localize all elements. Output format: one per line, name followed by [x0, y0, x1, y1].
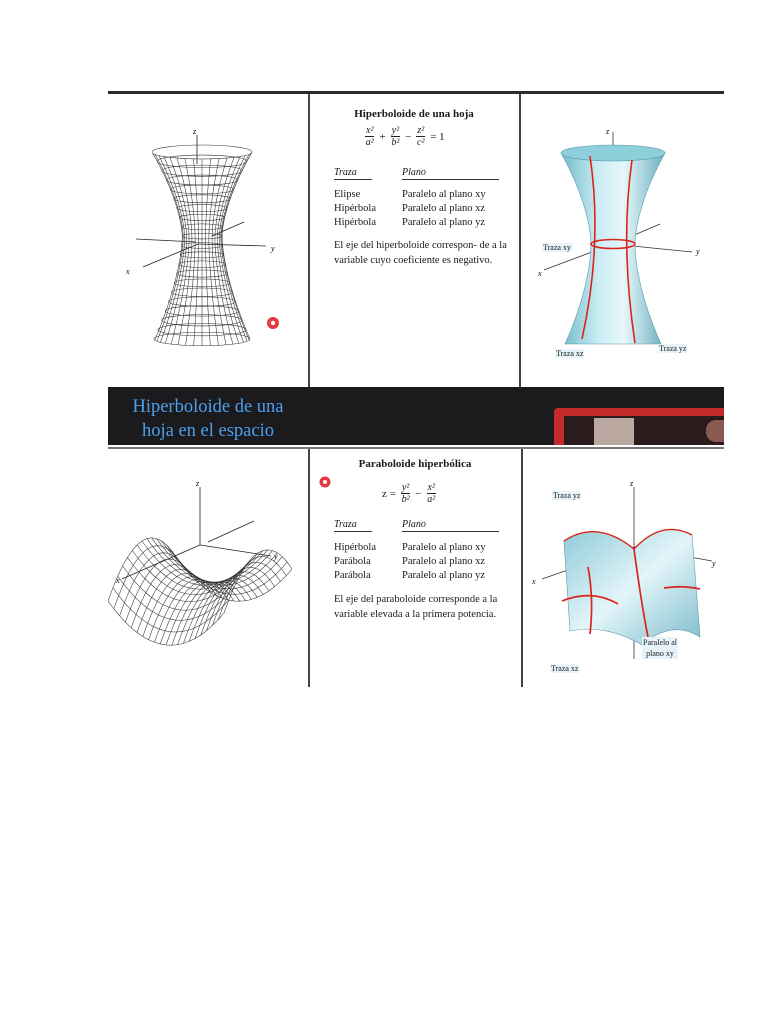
paraboloid-trace-table: Traza Plano Hipérbola Paralelo al plano xy Parábola Paralelo al plano xz Parábola Paralelo al plano yz: [334, 519, 499, 583]
video-title-banner: [108, 387, 724, 445]
paraboloid-shaded-figure: [522, 449, 724, 687]
table-row: Hipérbola Paralelo al plano xz: [334, 203, 486, 214]
hyperboloid-row: [108, 91, 724, 390]
paraboloid-row: [108, 447, 724, 687]
trace-xz-label: Traza xz: [556, 349, 584, 358]
axis-y-label: y: [696, 247, 700, 256]
video-thumbnail-frame: [554, 408, 724, 445]
axis-z-label: z: [630, 479, 634, 488]
table-row: Parábola Paralelo al plano yz: [334, 570, 486, 581]
hyperboloid-trace-table: Traza Plano Elipse Paralelo al plano xy Hipérbola Paralelo al plano xz Hipérbola Paralelo al plano yz: [334, 167, 499, 230]
plane-xy-label: Paralelo al plano xy: [643, 638, 677, 658]
table-row: Hipérbola Paralelo al plano xy: [334, 542, 486, 553]
paraboloid-text: [309, 449, 521, 687]
axis-z-label: z: [606, 127, 610, 136]
paraboloid-equation: z = $\frac{\text{y²}}{\text{b²}}$ − $\frac{\text{x²}}{\text{a²}}$: [382, 482, 436, 505]
table-row: Parábola Paralelo al plano xz: [334, 556, 486, 567]
trace-xz-label: Traza xz: [551, 664, 579, 673]
paraboloid-wireframe-figure: [108, 449, 308, 687]
table-row: Elipse Paralelo al plano xy: [334, 189, 486, 200]
paraboloid-shaded: [522, 449, 724, 685]
table-row: Hipérbola Paralelo al plano yz: [334, 217, 486, 228]
cursor-indicator-icon: [318, 475, 332, 489]
axis-z-label: z: [196, 479, 200, 488]
axis-y-label: y: [274, 552, 278, 561]
hyperboloid-equation: $\frac{\text{x²}}{\text{a²}}$ + $\frac{\text{y²}}{\text{b²}}$ − $\frac{\text{z²}}{\text{c²}}$ = 1: [365, 125, 445, 148]
paraboloid-wireframe: [108, 449, 308, 685]
cursor-indicator-icon: [265, 315, 281, 331]
axis-y-label: y: [271, 244, 275, 253]
paraboloid-title: Paraboloide hiperbólica: [358, 458, 472, 470]
trace-yz-label: Traza yz: [659, 344, 687, 353]
trace-yz-label: Traza yz: [553, 491, 581, 500]
hyperboloid-shaded-figure: [520, 94, 724, 390]
axis-x-label: x: [532, 577, 536, 586]
axis-x-label: x: [538, 269, 542, 278]
paraboloid-note: El eje del paraboloide corresponde a la variable elevada a la primera potencia.: [334, 594, 498, 620]
hyperboloid-note: El eje del hiperboloide correspon- de a la variable cuyo coeficiente es negativo.: [334, 240, 507, 266]
axis-y-label: y: [712, 559, 716, 568]
hyperboloid-wireframe-figure: [108, 94, 308, 390]
banner-title-line-1: Hiperboloide de una: [132, 397, 284, 417]
axis-x-label: x: [126, 267, 130, 276]
hyperboloid-title: Hiperboloide de una hoja: [354, 108, 474, 120]
banner-title-line-2: hoja en el espacio: [141, 421, 274, 441]
axis-z-label: z: [193, 127, 197, 136]
hyperboloid-text: [309, 94, 519, 390]
axis-x-label: x: [116, 576, 120, 585]
hyperboloid-shaded: [520, 94, 724, 387]
trace-xy-label: Traza xy: [543, 243, 571, 252]
hyperboloid-wireframe: [108, 94, 308, 387]
